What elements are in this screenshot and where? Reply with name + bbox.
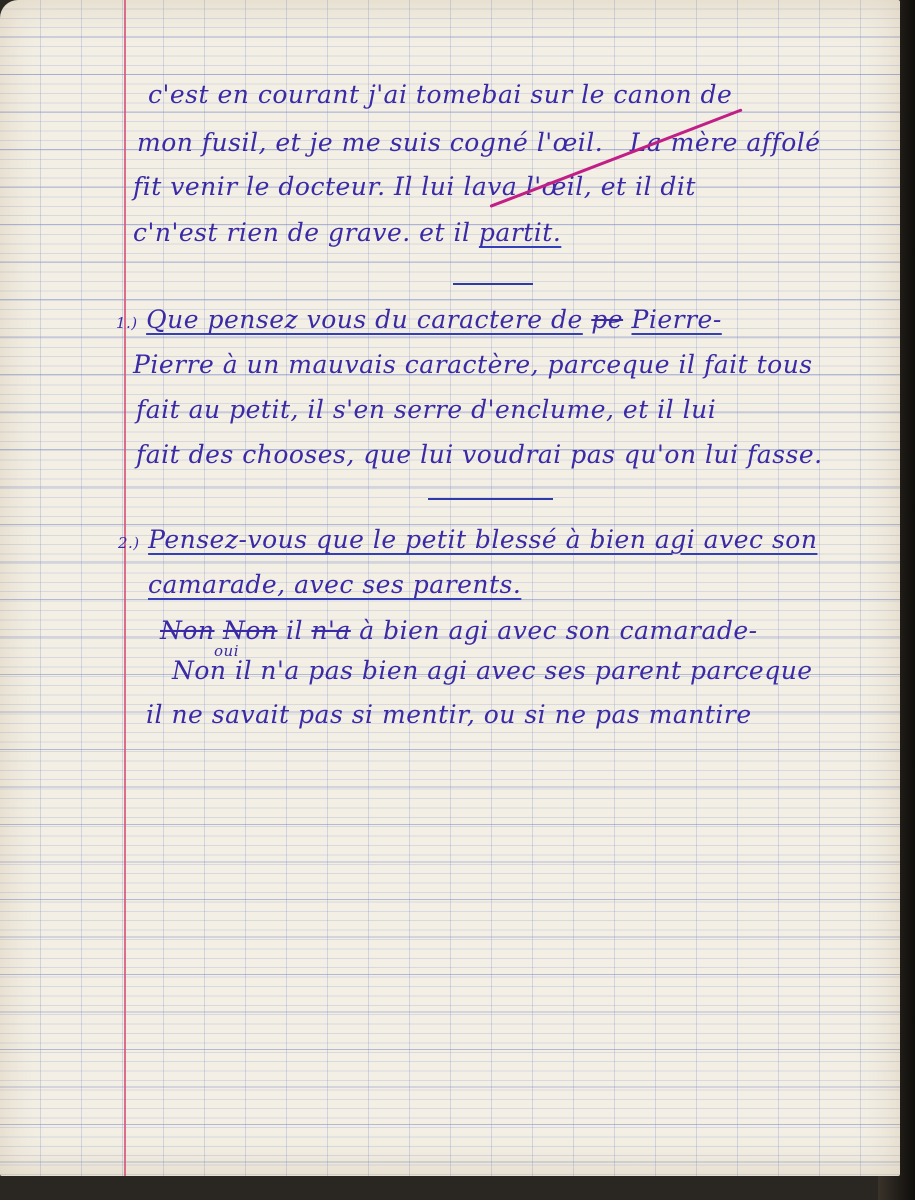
answer-struck-1: Non — [160, 616, 215, 645]
question-1-text: Que pensez vous du caractere de — [146, 305, 583, 334]
insertion-word: oui — [214, 642, 239, 660]
question-2-text-line-1: Pensez-vous que le petit blessé à bien agi avec son — [148, 525, 818, 554]
paragraph-1-line-4b: partit. — [478, 218, 562, 247]
margin-line — [124, 0, 126, 1176]
answer-line-1-end: à bien agi avec son camarade- — [359, 616, 758, 645]
question-1-answer-line-1: Pierre à un mauvais caractère, parceque il fait tous — [133, 350, 813, 379]
separator-2 — [428, 498, 553, 500]
question-1-answer-line-3: fait des chooses, que lui voudrai pas qu'on lui fasse. — [136, 440, 823, 469]
question-1-answer-line-2: fait au petit, il s'en serre d'enclume, et il lui — [136, 395, 717, 424]
separator-1 — [453, 283, 533, 285]
question-1 — [116, 305, 722, 334]
answer-struck-2: Non — [222, 616, 278, 645]
question-1-name: Pierre- — [631, 305, 722, 334]
question-1-number: 1.) — [116, 314, 138, 332]
paragraph-1-line-4a: c'n'est rien de grave. et il — [133, 218, 471, 247]
question-2-answer-line-3: il ne savait pas si mentir, ou si ne pas mantire — [146, 700, 752, 729]
answer-struck-3: n'a — [311, 616, 351, 645]
paragraph-1-line-4 — [133, 218, 561, 247]
question-2-text-line-2: camarade, avec ses parents. — [148, 570, 522, 599]
paragraph-1-line-2b: La mère affolé — [629, 128, 821, 157]
paragraph-1-line-1: c'est en courant j'ai tomebai sur le canon de — [148, 80, 733, 109]
paragraph-1-line-2 — [137, 128, 821, 157]
paragraph-1-line-2a: mon fusil, et je me suis cogné l'œil. — [137, 128, 604, 157]
question-2-answer-line-2: Non il n'a pas bien agi avec ses parent parceque — [172, 656, 813, 685]
paragraph-1-line-3: fit venir le docteur. Il lui lava l'œil, et il dit — [133, 172, 696, 201]
question-1-struck: pe — [591, 305, 624, 334]
question-2 — [118, 525, 817, 554]
question-2-answer-line-1 — [160, 616, 758, 645]
answer-word: il — [285, 616, 303, 645]
question-2-number: 2.) — [118, 534, 140, 552]
